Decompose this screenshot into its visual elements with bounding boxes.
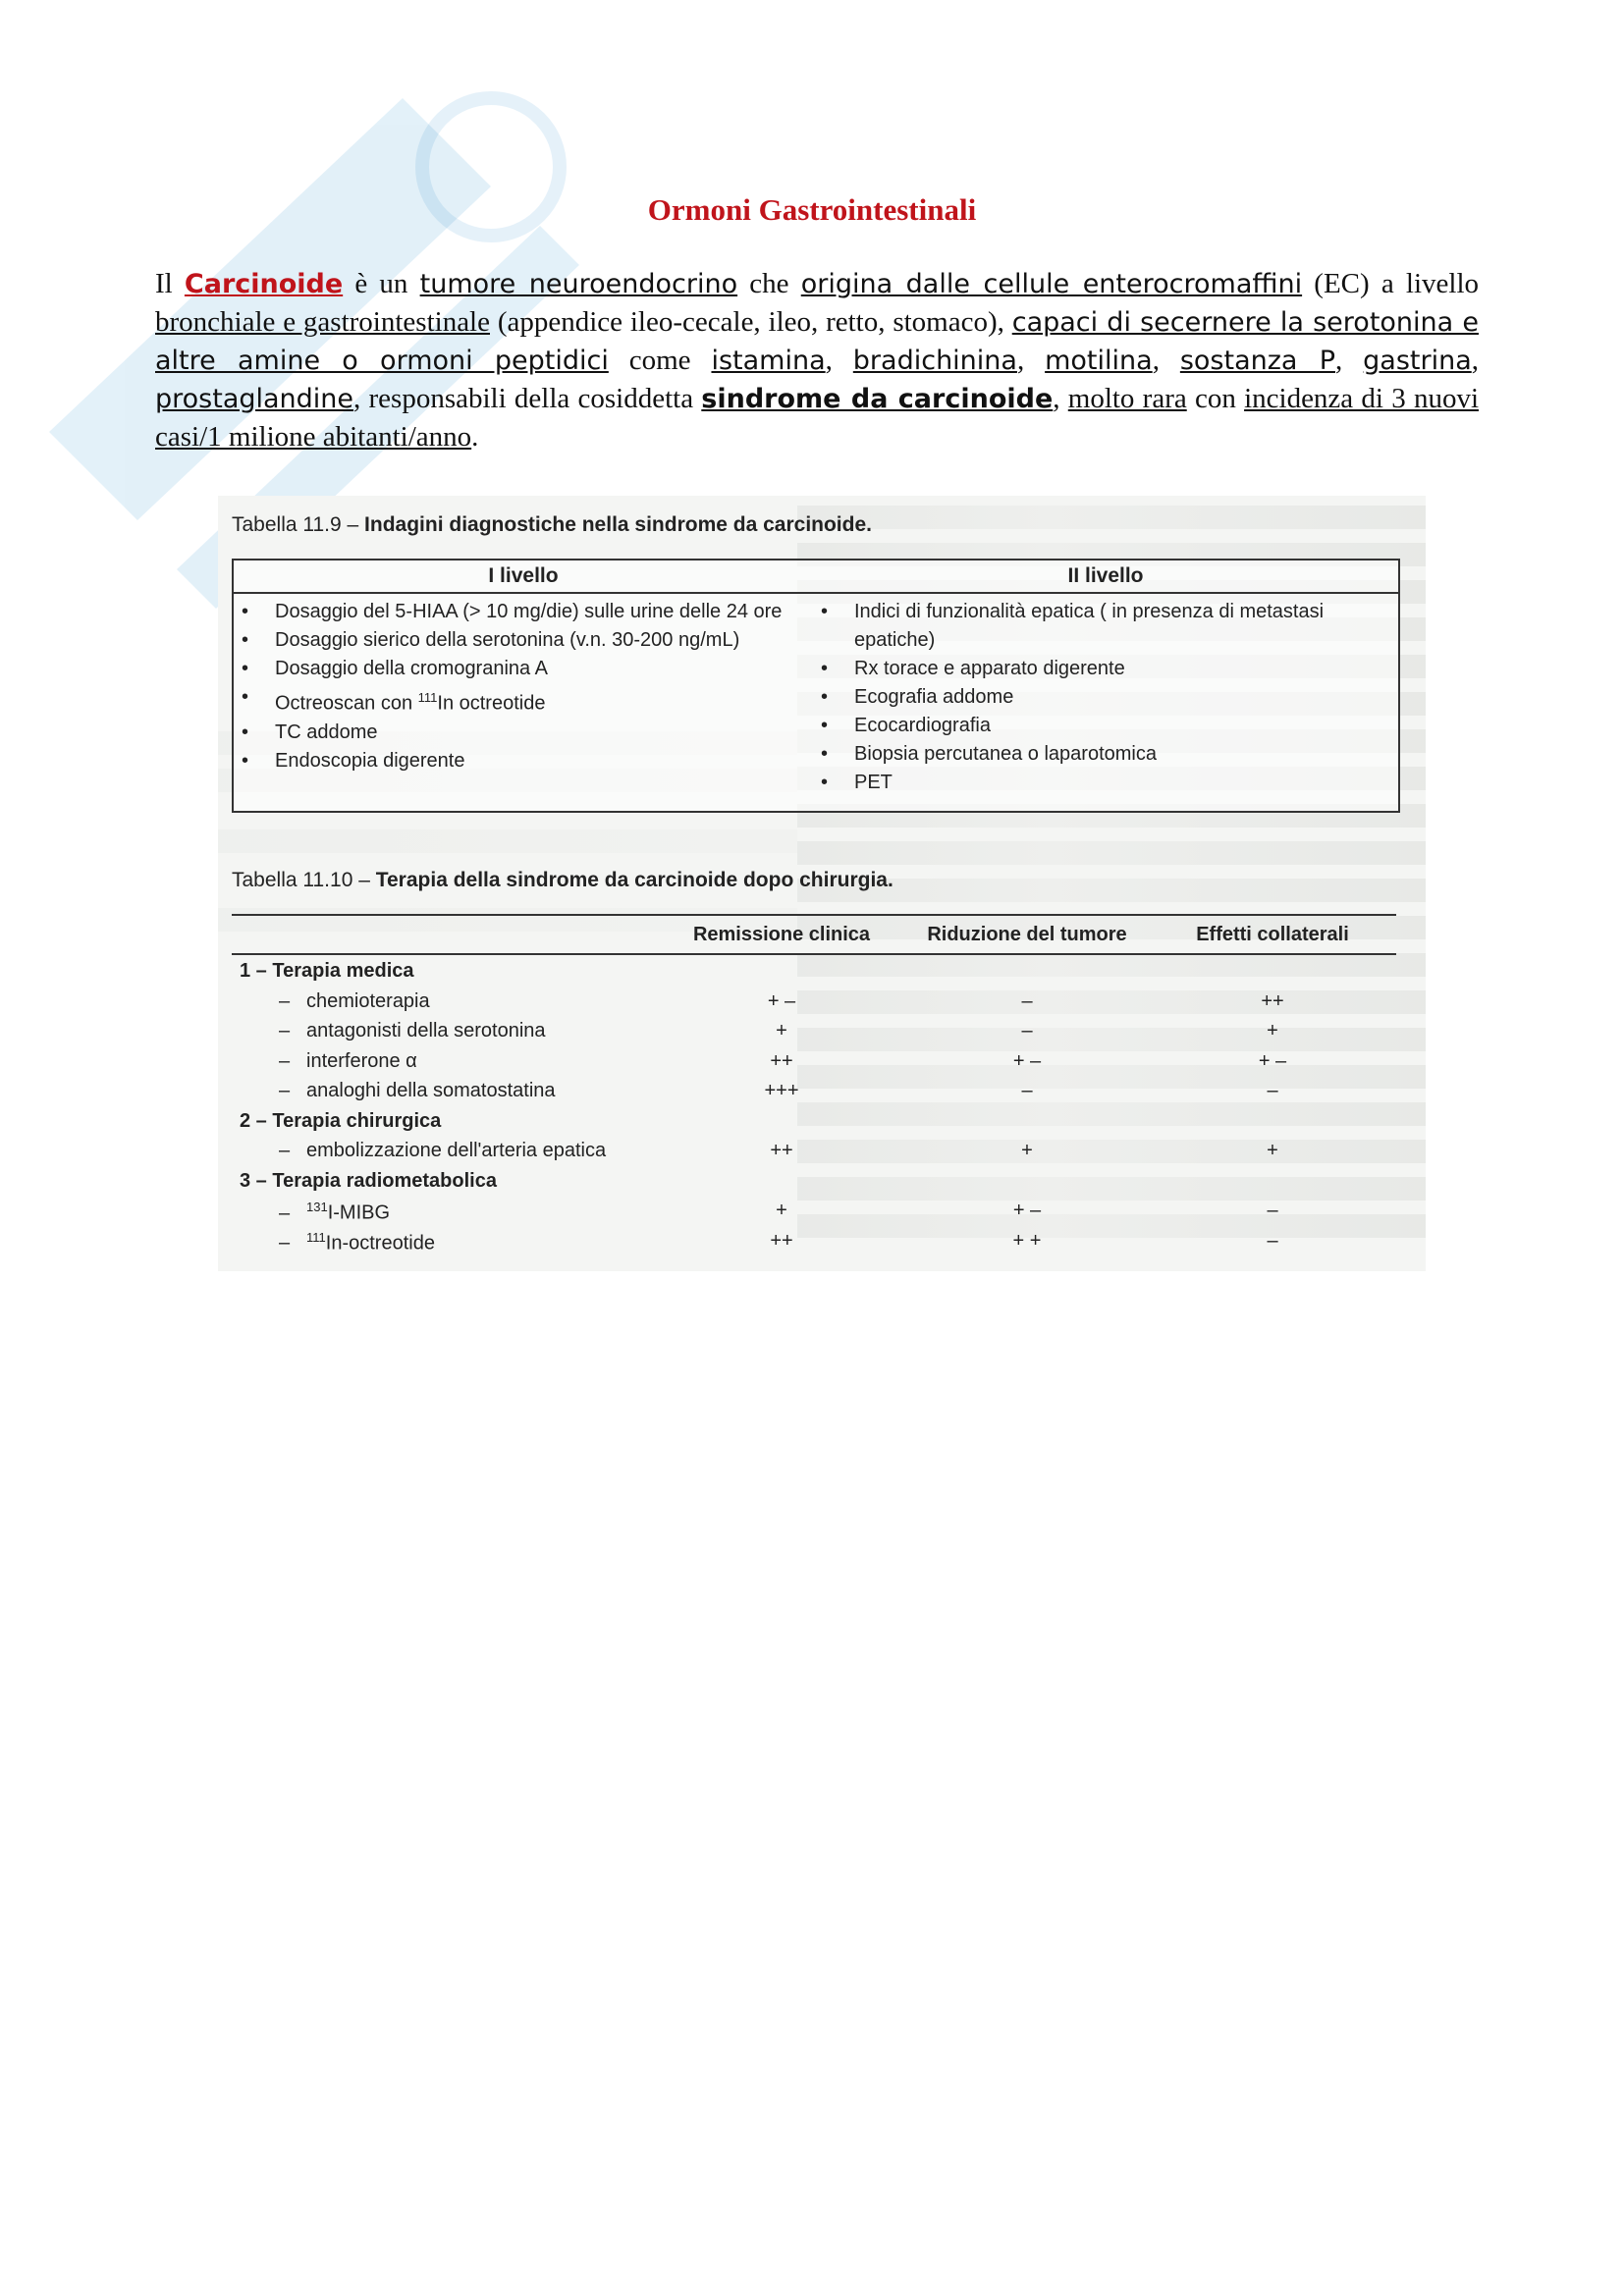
list-item: • Dosaggio della cromogranina A [242,658,548,679]
term-sindrome: sindrome da carcinoide [701,384,1054,414]
list-item: • Dosaggio sierico della serotonina (v.n. 30-200 ng/mL) [242,629,740,651]
column-ii-livello [821,598,1390,797]
table-caption: Tabella 11.9 – Indagini diagnostiche nella sindrome da carcinoide. [232,513,872,536]
table-11-9 [232,513,1396,793]
table-header [232,916,1396,955]
list-item: • Biopsia percutanea o laparotomica [821,743,1157,765]
col-header-effetti: Effetti collaterali [1196,924,1349,945]
list-item: • TC addome [242,721,378,743]
col-header-1: I livello [488,564,559,587]
table-caption: Tabella 11.10 – Terapia della sindrome da carcinoide dopo chirurgia. [232,869,893,891]
col-header-riduzione: Riduzione del tumore [927,924,1127,945]
list-item: • Ecografia addome [821,686,1014,708]
table-11-10 [232,869,1396,1255]
table-row: – chemioterapia + – – ++ [279,989,1284,1012]
col-header-2: II livello [1067,564,1144,587]
table-row: 3 – Terapia radiometabolica [240,1169,497,1192]
table-row: – $^{131}$I-MIBG + + – – [279,1200,1278,1224]
table-header [234,561,1398,594]
list-item: • Rx torace e apparato digerente [821,658,1125,679]
column-i-livello [242,598,801,775]
intro-paragraph: Il Carcinoide è un tumore neuroendocrino che origina dalle cellule enterocromaffini (EC) a livello bronchiale e gastrointestinale (appendice ileo-cecale, ileo, retto, stomaco), capaci di secernere la serotonina e altre amine o ormoni peptidici come istamina, bradichinina, motilina, sostanza P, gastrina, prostaglandine, responsabili della cosiddetta sindrome da carcinoide, molto rara con incidenza di 3 nuovi casi/1 milione abitanti/anno. [155,268,1479,453]
list-item: • Octreoscan con $^{111}$In octreotide [242,686,546,715]
scanned-tables [218,496,1426,1271]
term-carcinoide: Carcinoide [184,269,344,299]
table-row: – analoghi della somatostatina +++ – – [279,1080,1278,1101]
table-row: 1 – Terapia medica [240,960,414,982]
list-item: • Indici di funzionalità epatica ( in presenza di metastasi epatiche) [821,601,1325,651]
list-item: • PET [821,772,893,793]
list-item: • Ecocardiografia [821,715,991,736]
table-row: – $^{111}$In-octreotide ++ + + – [279,1229,1278,1255]
table-row: – interferone α ++ + – + – [279,1049,1287,1072]
list-item: • Dosaggio del 5-HIAA (> 10 mg/die) sulle urine delle 24 ore [242,601,783,622]
col-header-remissione: Remissione clinica [692,924,871,945]
table-row: – embolizzazione dell'arteria epatica ++ + + [279,1140,1278,1161]
document-title: Ormoni Gastrointestinali [647,192,977,227]
table-row: – antagonisti della serotonina + – + [279,1020,1278,1041]
table-row: 2 – Terapia chirurgica [240,1109,442,1132]
list-item: • Endoscopia digerente [242,749,465,772]
